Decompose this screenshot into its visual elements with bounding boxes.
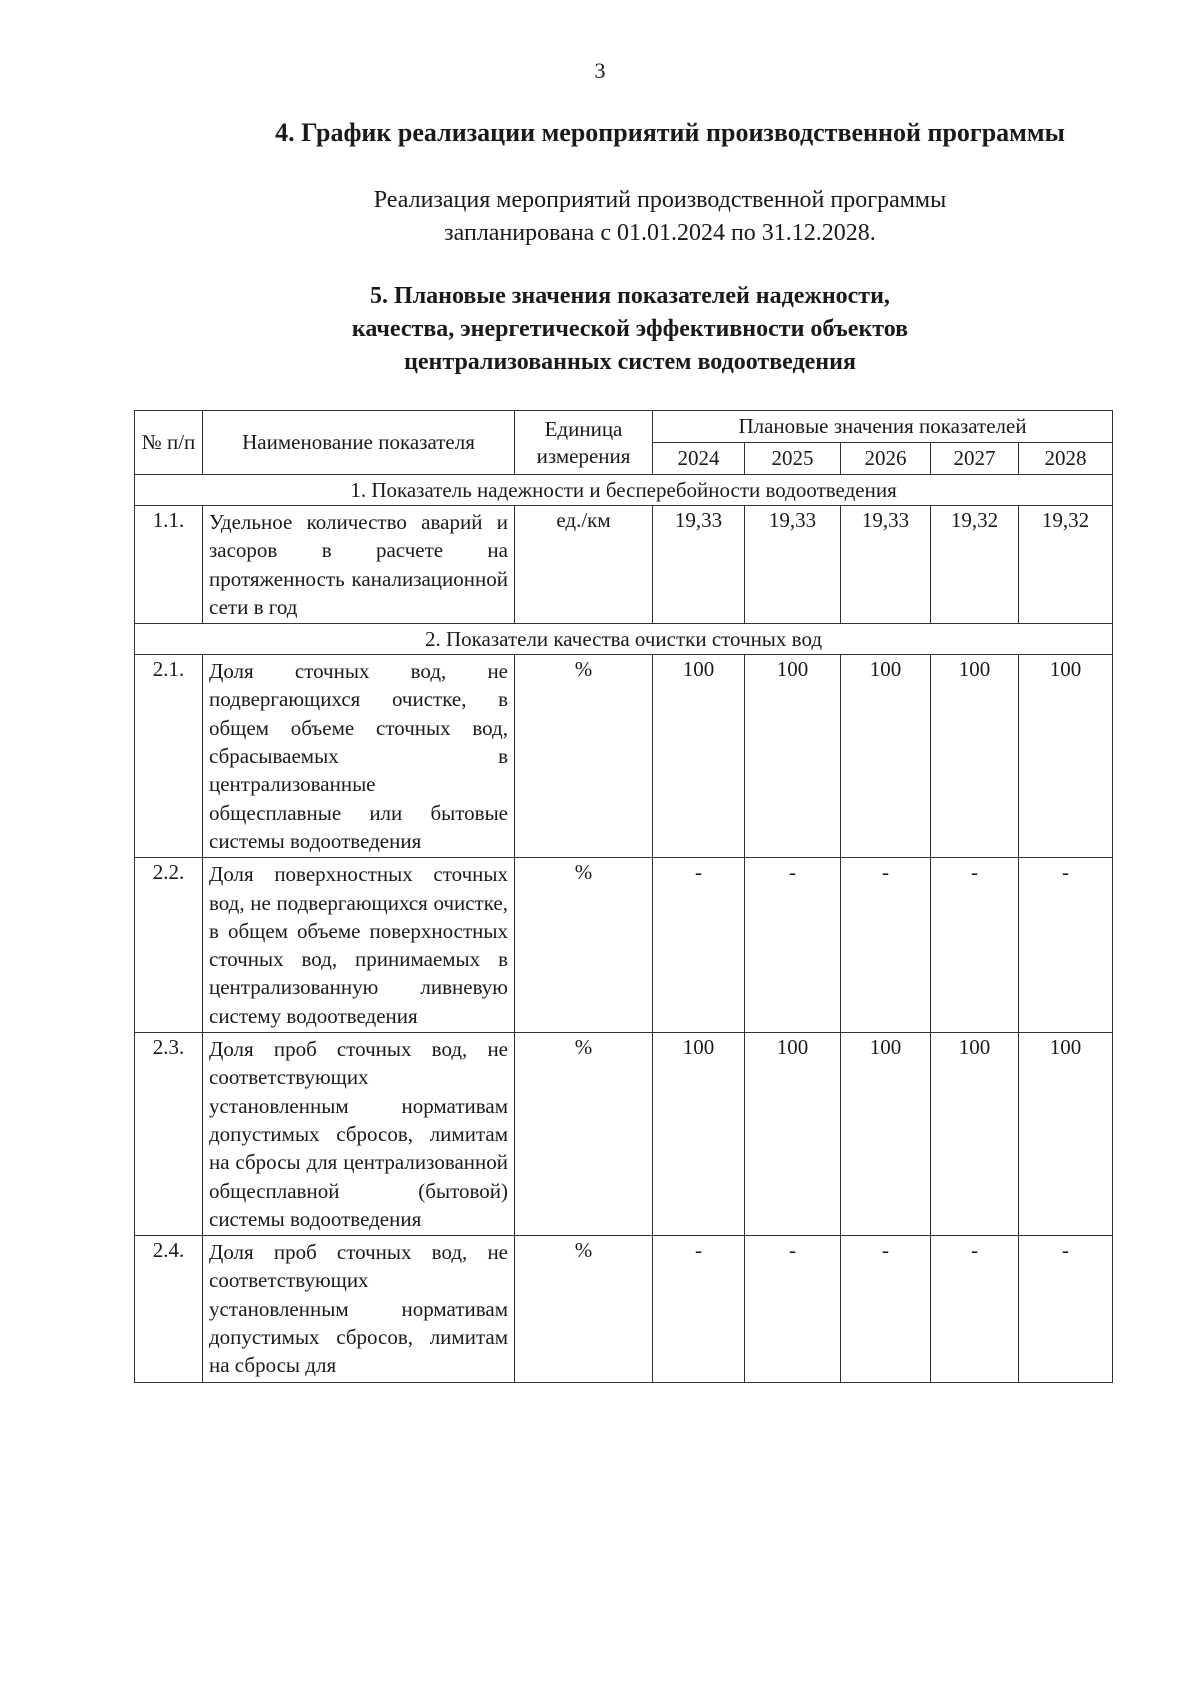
row-value: - xyxy=(653,858,745,1033)
row-name: Доля поверхностных сточных вод, не подвергающихся очистке, в общем объеме поверхностных сточных вод, принимаемых в централизованную ливневую систему водоотведения xyxy=(203,858,515,1033)
row-value: - xyxy=(745,1236,841,1382)
group-title: 2. Показатели качества очистки сточных вод xyxy=(135,624,1113,655)
row-unit: % xyxy=(515,1033,653,1236)
row-num: 2.1. xyxy=(135,655,203,858)
row-value: 19,33 xyxy=(653,506,745,624)
row-name: Доля проб сточных вод, не соответствующих установленным нормативам допустимых сбросов, лимитам на сбросы для централизованной общесплавной (бытовой) системы водоотведения xyxy=(203,1033,515,1236)
group-title: 1. Показатель надежности и бесперебойности водоотведения xyxy=(135,475,1113,506)
header-planned-values: Плановые значения показателей xyxy=(653,411,1113,443)
row-num: 2.2. xyxy=(135,858,203,1033)
section-4-text xyxy=(270,184,1050,250)
header-year: 2028 xyxy=(1019,443,1113,475)
row-value: 100 xyxy=(841,1033,931,1236)
page-number: 3 xyxy=(594,58,606,83)
section-5-title-line-1: 5. Плановые значения показателей надежности, xyxy=(370,283,890,309)
row-unit: % xyxy=(515,655,653,858)
section-5-title-line-2: качества, энергетической эффективности объектов xyxy=(351,316,909,342)
header-num: № п/п xyxy=(135,411,203,475)
row-value: - xyxy=(1019,858,1113,1033)
section-5-title-line-3: централизованных систем водоотведения xyxy=(404,349,856,375)
row-value: 19,32 xyxy=(1019,506,1113,624)
section-4-text-line-2: запланирована с 01.01.2024 по 31.12.2028. xyxy=(444,220,876,246)
group-row-quality xyxy=(135,624,1113,655)
table-row xyxy=(135,1033,1113,1236)
header-year: 2026 xyxy=(841,443,931,475)
row-value: 100 xyxy=(841,655,931,858)
row-value: - xyxy=(931,858,1019,1033)
row-value: 19,33 xyxy=(841,506,931,624)
row-unit: ед./км xyxy=(515,506,653,624)
table-row xyxy=(135,1236,1113,1382)
row-value: 100 xyxy=(931,1033,1019,1236)
section-4-text-line-1: Реализация мероприятий производственной программы xyxy=(373,187,947,213)
group-row-reliability xyxy=(135,475,1113,506)
row-name: Доля проб сточных вод, не соответствующих установленным нормативам допустимых сбросов, лимитам на сбросы для xyxy=(203,1236,515,1382)
row-value: - xyxy=(745,858,841,1033)
row-value: 100 xyxy=(745,1033,841,1236)
table-header-row xyxy=(135,411,1113,443)
row-value: 100 xyxy=(1019,1033,1113,1236)
table-row xyxy=(135,858,1113,1033)
row-value: 19,33 xyxy=(745,506,841,624)
row-value: 100 xyxy=(653,655,745,858)
header-year: 2024 xyxy=(653,443,745,475)
row-value: - xyxy=(841,858,931,1033)
row-value: 100 xyxy=(1019,655,1113,858)
row-value: 100 xyxy=(745,655,841,858)
header-unit: Единица измерения xyxy=(515,411,653,475)
row-value: - xyxy=(931,1236,1019,1382)
row-num: 2.3. xyxy=(135,1033,203,1236)
row-value: 100 xyxy=(653,1033,745,1236)
table-row xyxy=(135,506,1113,624)
header-name: Наименование показателя xyxy=(203,411,515,475)
row-value: 100 xyxy=(931,655,1019,858)
table-row xyxy=(135,655,1113,858)
section-4-title: 4. График реализации мероприятий производственной программы xyxy=(275,118,1065,147)
row-value: - xyxy=(1019,1236,1113,1382)
row-num: 1.1. xyxy=(135,506,203,624)
row-unit: % xyxy=(515,1236,653,1382)
row-name: Доля сточных вод, не подвергающихся очистке, в общем объеме сточных вод, сбрасываемых в централизованные общесплавные или бытовые системы водоотведения xyxy=(203,655,515,858)
header-year: 2025 xyxy=(745,443,841,475)
header-year: 2027 xyxy=(931,443,1019,475)
row-num: 2.4. xyxy=(135,1236,203,1382)
section-5-title xyxy=(230,280,1030,379)
row-value: 19,32 xyxy=(931,506,1019,624)
row-name: Удельное количество аварий и засоров в расчете на протяженность канализационной сети в год xyxy=(203,506,515,624)
row-value: - xyxy=(653,1236,745,1382)
row-value: - xyxy=(841,1236,931,1382)
row-unit: % xyxy=(515,858,653,1033)
indicators-table xyxy=(134,410,1113,1383)
